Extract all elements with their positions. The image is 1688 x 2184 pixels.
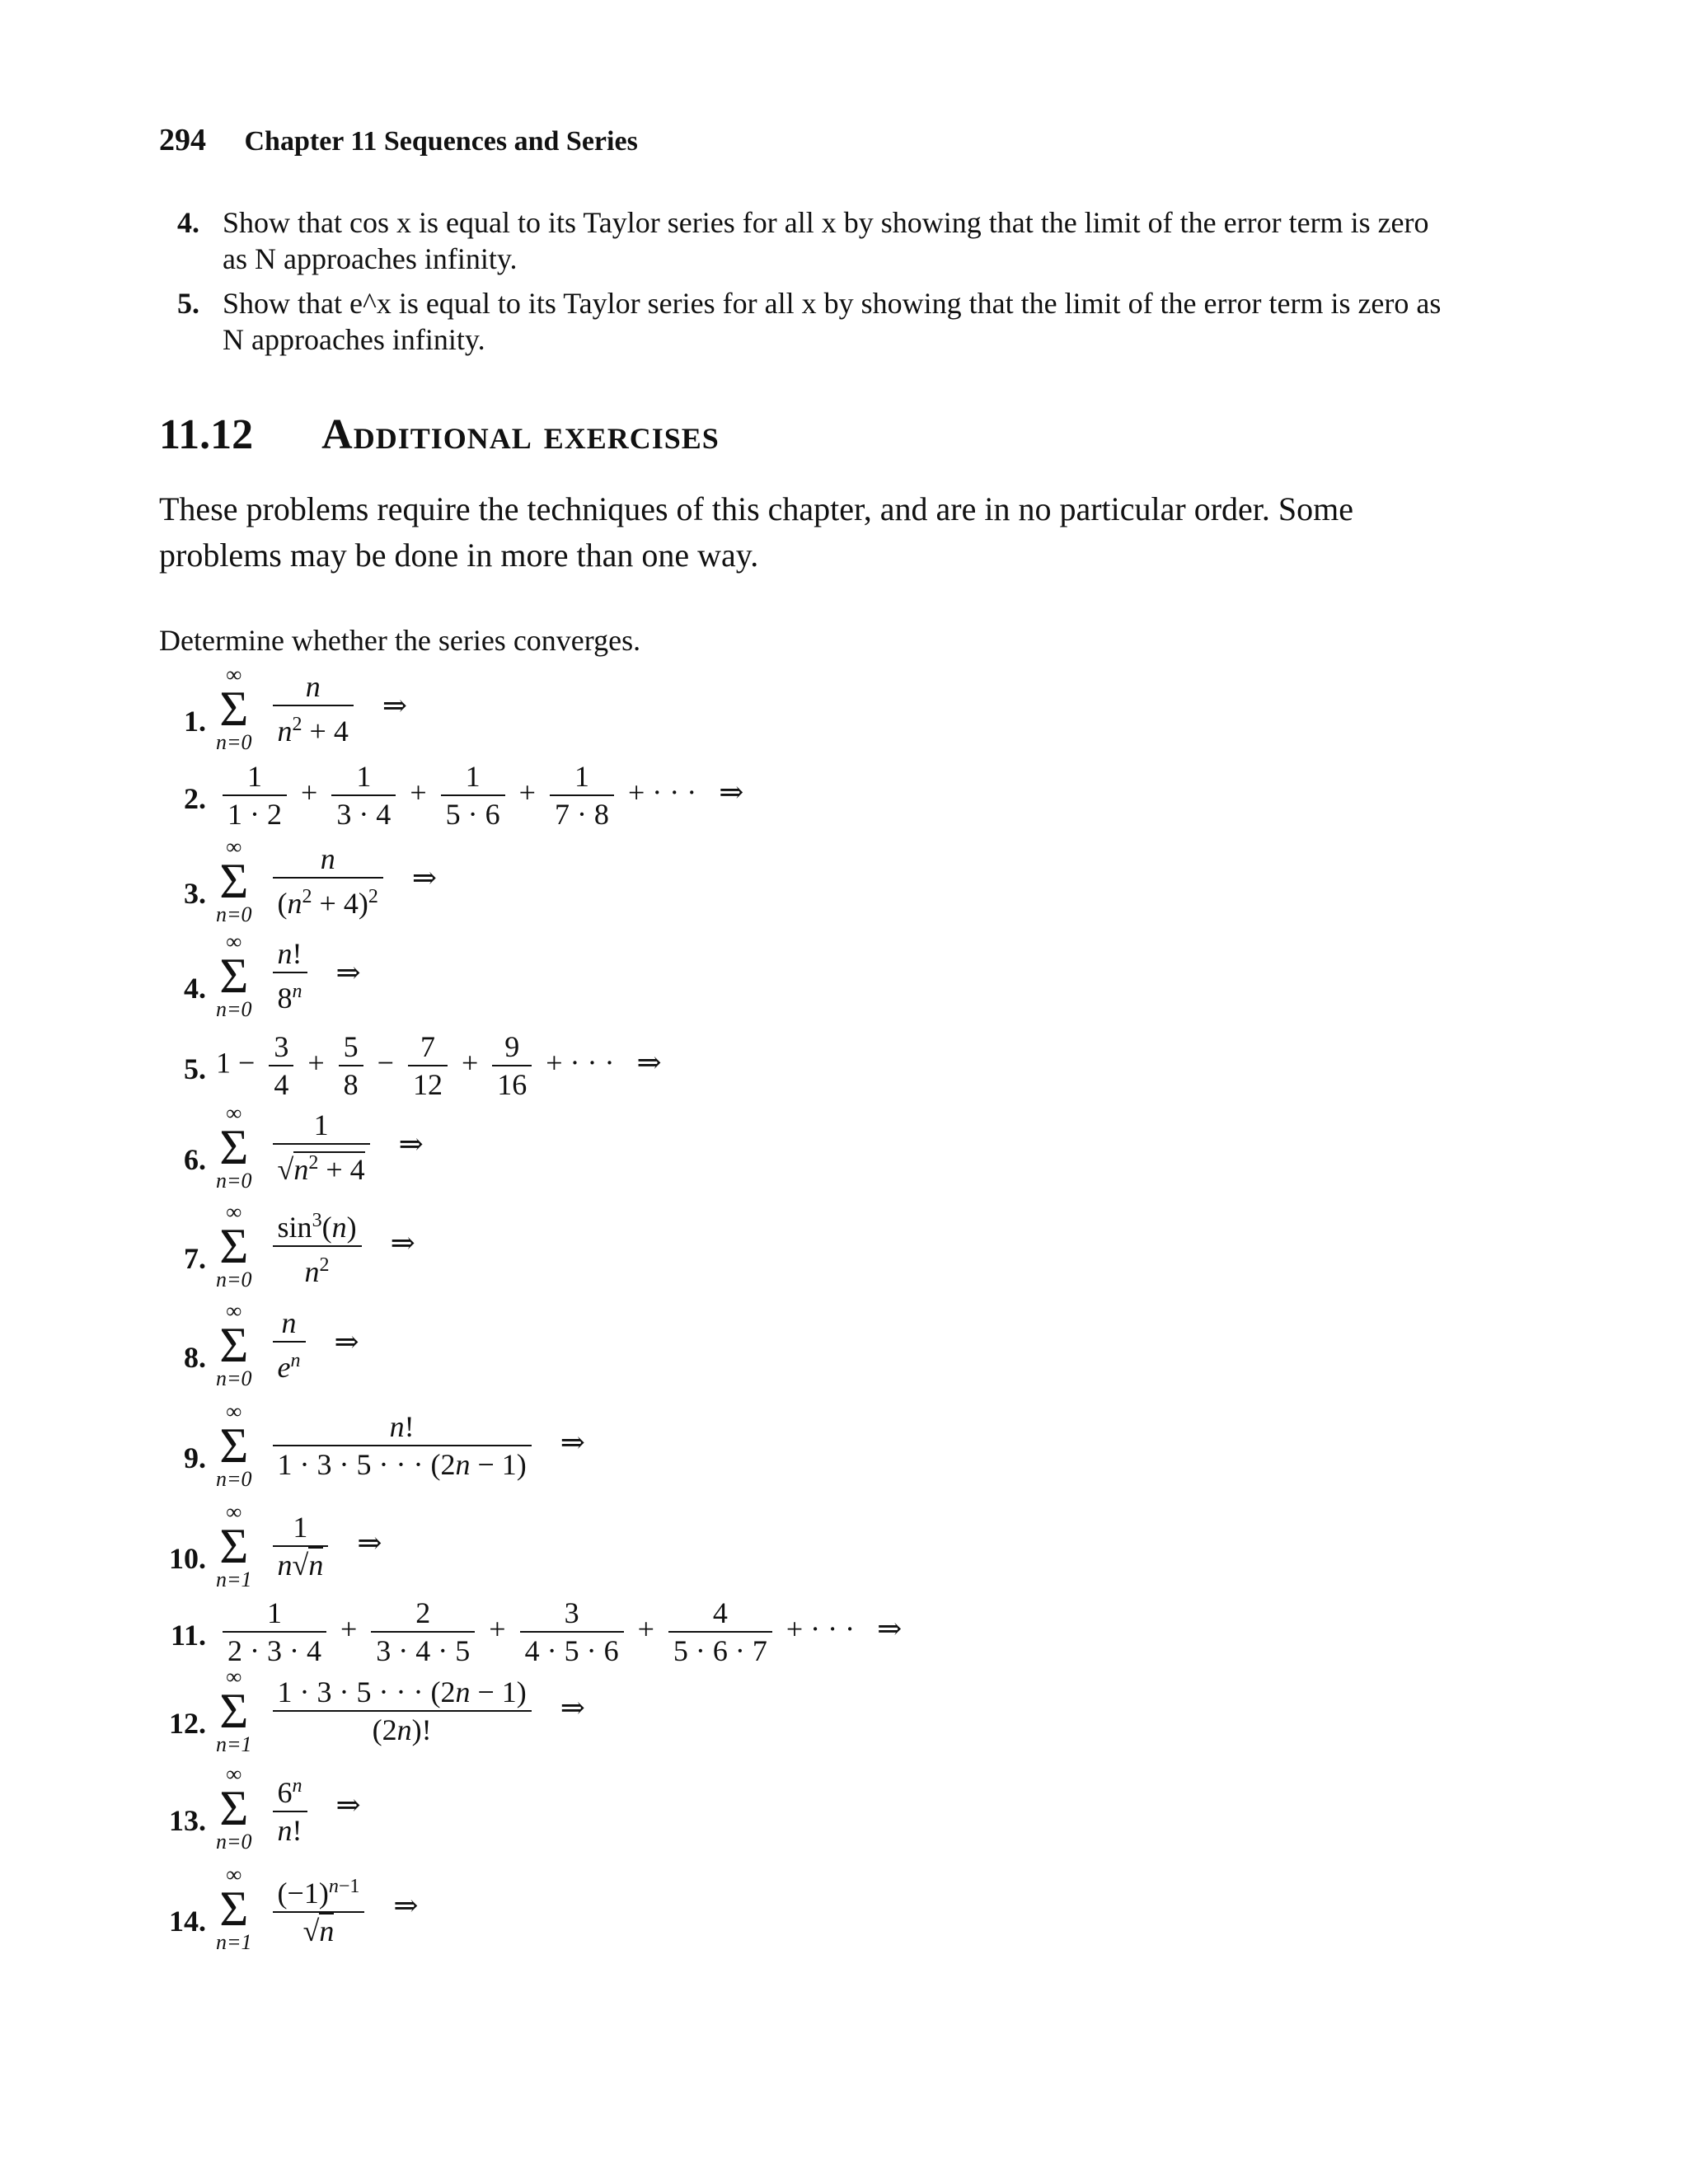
exercise-number: 4. (177, 206, 199, 239)
series-formula: $\frac{1}{1 \cdot 2}$ + $\frac{1}{3 \cdot 4}$ + $\frac{1}{5 \cdot 6}$ + $\frac{1}{7 \cdot 8}$ + · · · ⇒ (216, 758, 743, 832)
arrow: ⇒ (390, 1226, 415, 1260)
page-number: 294 (159, 123, 206, 157)
arrow: ⇒ (636, 1046, 662, 1080)
arrow: ⇒ (877, 1612, 903, 1646)
series-formula: ∞ Σ n=0 $\frac{n!}{1 \cdot 3 \cdot 5 \cdot \cdot \cdot (2n - 1)}$ ⇒ (216, 1399, 585, 1491)
series-formula: 1 − $\frac{3}{4}$ + $\frac{5}{8}$ − $\frac{7}{12}$ + $\frac{9}{16}$ + · · · ⇒ (216, 1030, 662, 1101)
arrow: ⇒ (560, 1426, 585, 1460)
series-formula: ∞ Σ n=1 $\frac{1}{n√n}$ ⇒ (216, 1500, 382, 1591)
exercise-number: 5. (184, 1052, 206, 1085)
exercise-number: 2. (184, 782, 206, 815)
exercise-number: 3. (184, 877, 206, 910)
arrow: ⇒ (719, 776, 744, 809)
arrow: ⇒ (560, 1691, 585, 1725)
section-heading (159, 410, 720, 459)
exercise-number: 14. (169, 1905, 206, 1938)
exercise-number: 13. (169, 1804, 206, 1837)
arrow: ⇒ (393, 1889, 419, 1923)
series-formula: ∞ Σ n=0 $\frac{n}{n^2 + 4}$ ⇒ (216, 663, 408, 754)
arrow: ⇒ (411, 861, 438, 895)
exercise-number: 5. (177, 287, 199, 320)
exercise-number: 6. (184, 1143, 206, 1176)
exercise-number: 4. (184, 972, 206, 1005)
exercise-number: 7. (184, 1242, 206, 1275)
exercise-number: 12. (169, 1707, 206, 1740)
section-number: 11.12 (159, 411, 254, 458)
series-formula: ∞ Σ n=0 $\frac{\sin^3(n)}{n^2}$ ⇒ (216, 1200, 415, 1291)
exercise-number: 11. (170, 1619, 206, 1652)
series-formula: ∞ Σ n=1 $\frac{1 \cdot 3 \cdot 5 \cdot \cdot \cdot (2n - 1)}{(2n)!}$ ⇒ (216, 1665, 585, 1756)
series-formula: ∞ Σ n=0 $\frac{n}{(n^2 + 4)^2}$ ⇒ (216, 835, 438, 926)
previous-exercise-4 (177, 204, 1447, 277)
arrow: ⇒ (335, 956, 361, 990)
arrow: ⇒ (334, 1325, 359, 1359)
series-formula: ∞ Σ n=0 $\frac{n!}{8^n}$ ⇒ (216, 930, 361, 1021)
arrow: ⇒ (382, 689, 408, 723)
exercise-text: Show that e^x is equal to its Taylor series for all x by showing that the limit of the error term is zero as N approaches infinity. (223, 287, 1442, 356)
exercise-number: 1. (184, 705, 206, 738)
series-formula: ∞ Σ n=0 $\frac{n}{e^n}$ ⇒ (216, 1299, 359, 1390)
series-formula: ∞ Σ n=1 $\frac{(-1)^{n-1}}{√n}$ ⇒ (216, 1863, 419, 1954)
exercise-number: 8. (184, 1341, 206, 1374)
exercise-text: Show that cos x is equal to its Taylor series for all x by showing that the limit of the error term is zero as N approaches infinity. (223, 206, 1429, 275)
section-title: Additional exercises (321, 411, 720, 458)
previous-exercise-5 (177, 285, 1447, 358)
section-intro: These problems require the techniques of this chapter, and are in no particular order. Some problems may be done in more than one way. (159, 490, 1354, 574)
task-instruction: Determine whether the series converges. (159, 624, 641, 657)
arrow: ⇒ (398, 1127, 424, 1161)
chapter-title: Chapter 11 Sequences and Series (244, 126, 638, 157)
arrow: ⇒ (335, 1788, 361, 1822)
exercise-number: 10. (169, 1542, 206, 1575)
exercise-number: 9. (184, 1441, 206, 1474)
series-formula: $\frac{1}{2 \cdot 3 \cdot 4}$ + $\frac{2}{3 \cdot 4 \cdot 5}$ + $\frac{3}{4 \cdot 5 \cdot 6}$ + $\frac{4}{5 \cdot 6 \cdot 7}$ + · · · ⇒ (216, 1595, 902, 1669)
series-formula: ∞ Σ n=0 $\frac{1}{√n^2 + 4}$ ⇒ (216, 1101, 424, 1193)
series-formula: ∞ Σ n=0 $\frac{6^n}{n!}$ ⇒ (216, 1762, 361, 1854)
running-header (159, 122, 638, 158)
arrow: ⇒ (357, 1526, 382, 1560)
